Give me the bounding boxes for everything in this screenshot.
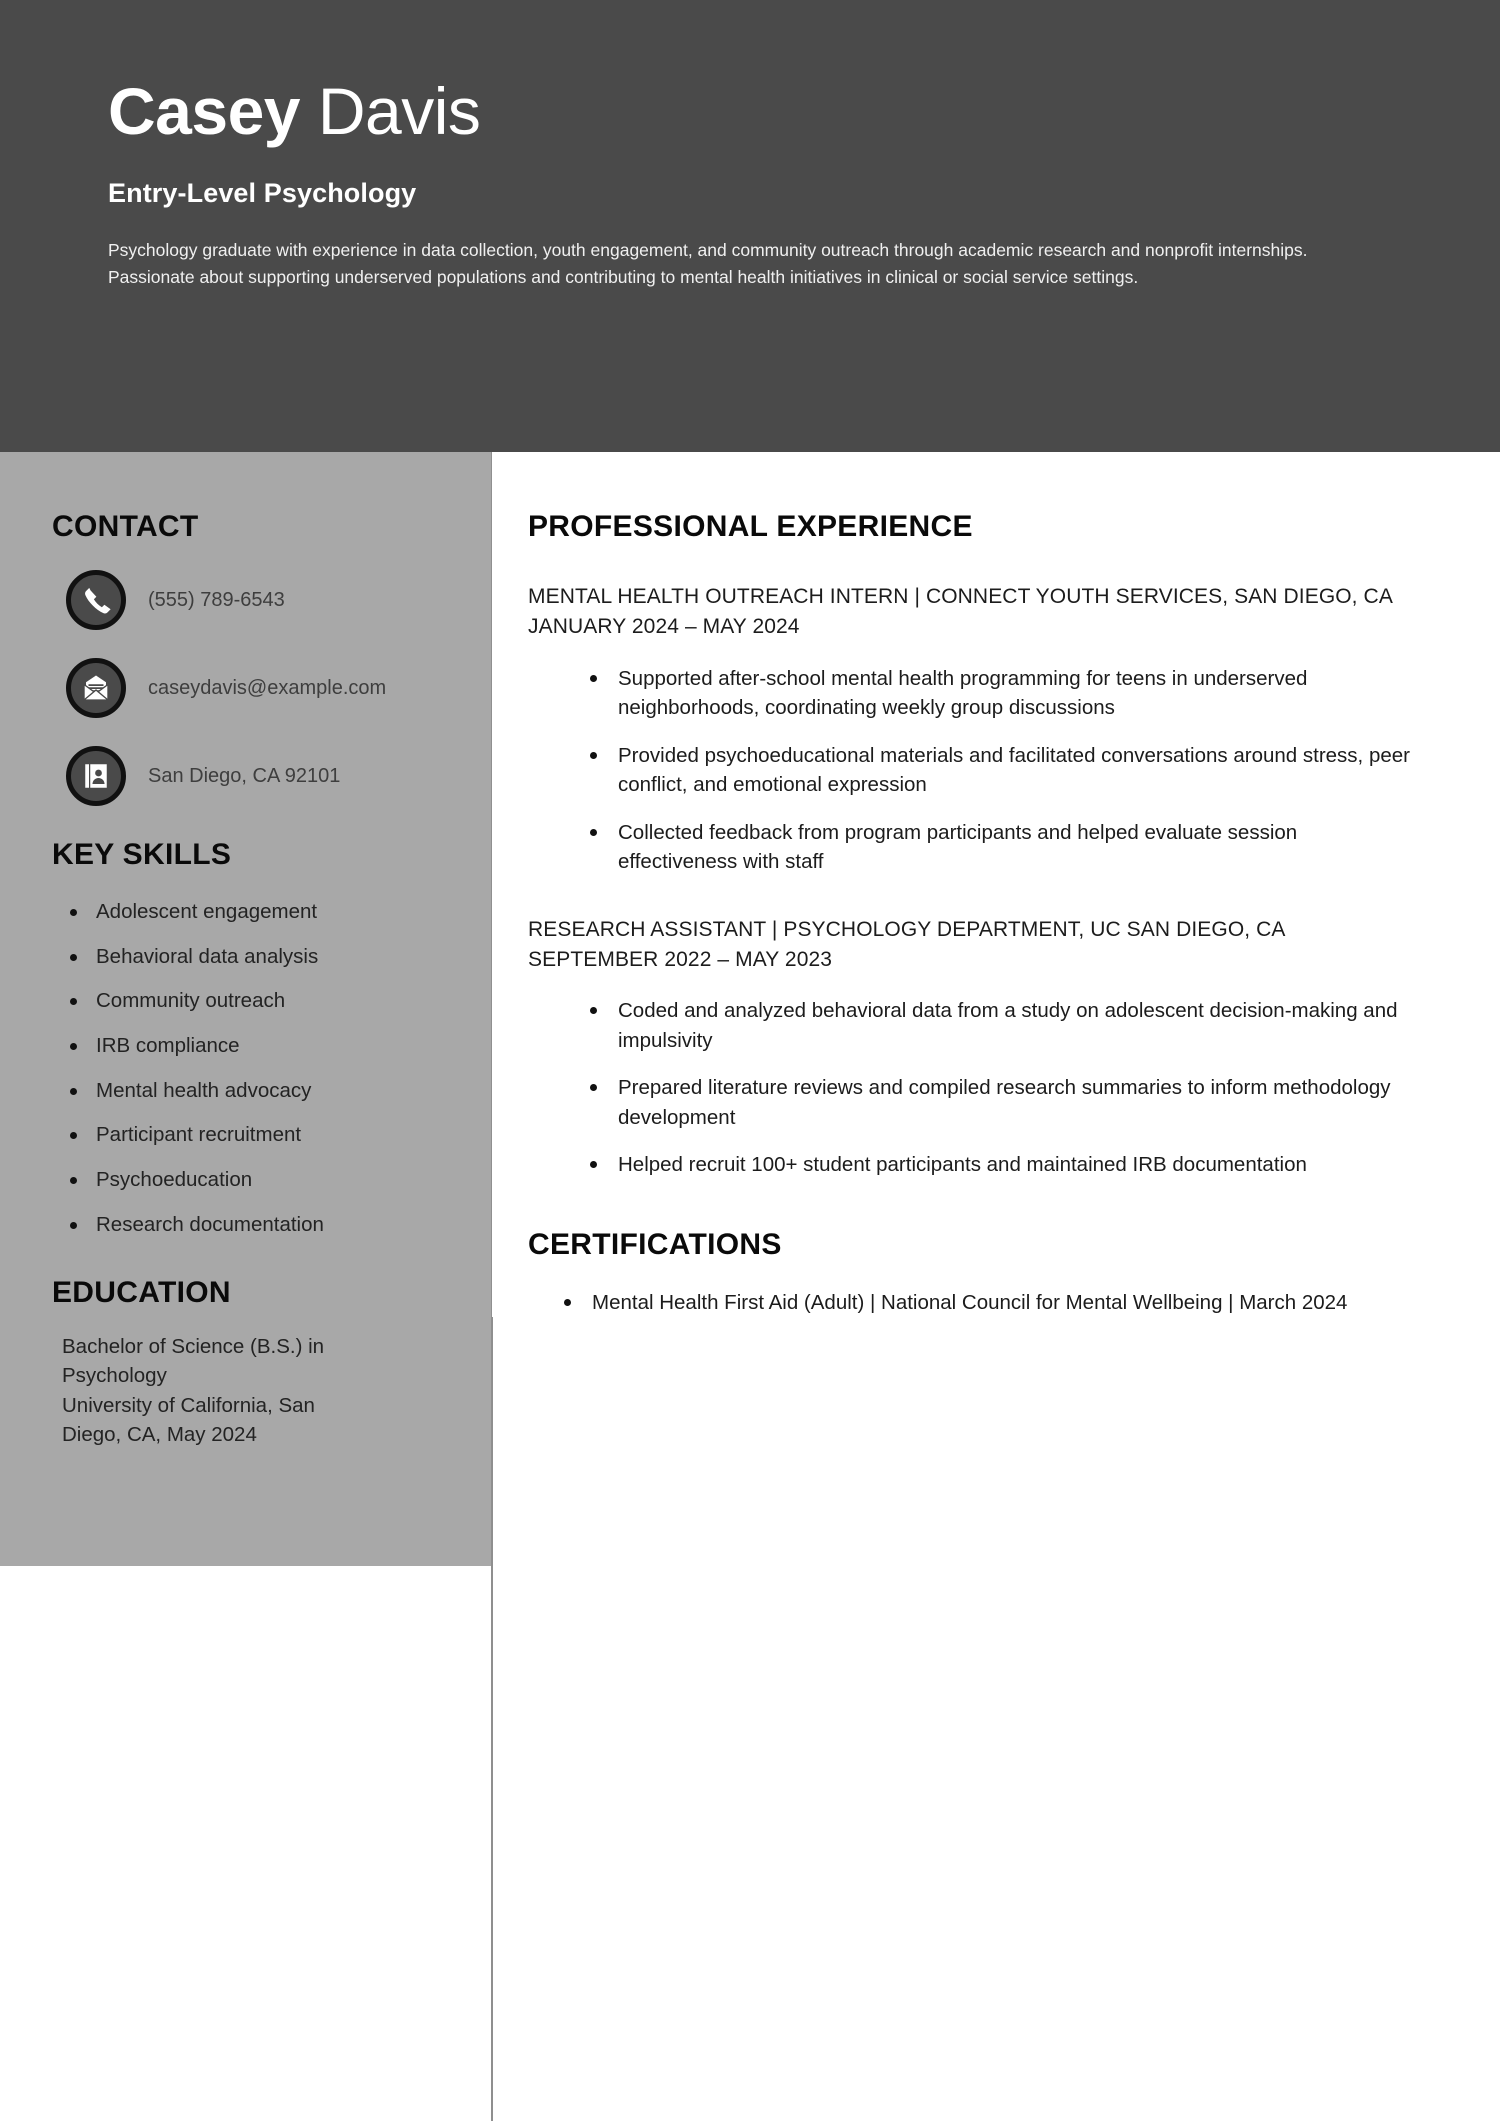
list-item: Participant recruitment (52, 1121, 452, 1149)
experience-dates: JANUARY 2024 – MAY 2024 (528, 614, 800, 638)
list-item: Research documentation (52, 1211, 452, 1239)
contact-row-location[interactable] (52, 746, 452, 806)
list-item: Psychoeducation (52, 1166, 452, 1194)
education-degree: Bachelor of Science (B.S.) in Psychology (62, 1335, 325, 1388)
education-institution: University of California, San Diego, CA, May 2024 (62, 1393, 315, 1446)
experience-title-company: RESEARCH ASSISTANT | PSYCHOLOGY DEPARTMENT, UC SAN DIEGO, CA (528, 917, 1286, 941)
email-icon (66, 658, 126, 718)
list-item: Prepared literature reviews and compiled research summaries to inform methodology development (576, 1073, 1420, 1132)
certifications-list (528, 1288, 1420, 1318)
profile-summary: Psychology graduate with experience in data collection, youth engagement, and community outreach through academic research and nonprofit internships. Passionate about supporting underserved populations and contributing to mental health initiatives in clinical or social service settings. (108, 240, 1308, 287)
experience-heading: PROFESSIONAL EXPERIENCE (528, 510, 973, 543)
education-entry (52, 1332, 352, 1448)
list-item: Supported after-school mental health programming for teens in underserved neighborhoods, coordinating weekly group discussions (576, 664, 1420, 723)
contact-row-email[interactable] (52, 658, 452, 718)
experience-dates: SEPTEMBER 2022 – MAY 2023 (528, 947, 833, 971)
job-title: Entry-Level Psychology (108, 178, 417, 208)
contact-value-location: San Diego, CA 92101 (148, 765, 341, 787)
sidebar (0, 452, 492, 1566)
list-item: IRB compliance (52, 1032, 452, 1060)
list-item: Coded and analyzed behavioral data from a study on adolescent decision-making and impulsivity (576, 996, 1420, 1055)
experience-entry-1 (528, 582, 1420, 877)
experience-entry-2 (528, 915, 1420, 1180)
list-item: Collected feedback from program participants and helped evaluate session effectiveness with staff (576, 818, 1420, 877)
list-item: Community outreach (52, 987, 452, 1015)
list-item: Behavioral data analysis (52, 943, 452, 971)
contact-value-phone: (555) 789-6543 (148, 589, 285, 611)
contact-list (52, 570, 452, 806)
address-book-icon (66, 746, 126, 806)
main-column (492, 452, 1500, 1317)
certifications-heading: CERTIFICATIONS (528, 1227, 782, 1261)
last-name: Davis (300, 74, 481, 148)
experience-bullets (528, 664, 1420, 877)
page-title (108, 74, 1500, 148)
experience-title-company: MENTAL HEALTH OUTREACH INTERN | CONNECT YOUTH SERVICES, SAN DIEGO, CA (528, 585, 1393, 608)
contact-row-phone[interactable] (52, 570, 452, 630)
phone-icon (66, 570, 126, 630)
list-item: Adolescent engagement (52, 898, 452, 926)
contact-value-email: caseydavis@example.com (148, 677, 387, 699)
contact-heading: CONTACT (52, 510, 199, 543)
resume-header (0, 0, 1500, 452)
key-skills-heading: KEY SKILLS (52, 838, 232, 871)
education-heading: EDUCATION (52, 1276, 231, 1310)
experience-bullets (528, 996, 1420, 1180)
first-name: Casey (108, 74, 300, 148)
key-skills-list (52, 898, 452, 1238)
list-item: Helped recruit 100+ student participants and maintained IRB documentation (576, 1150, 1420, 1180)
list-item: Mental health advocacy (52, 1077, 452, 1105)
list-item: Provided psychoeducational materials and facilitated conversations around stress, peer conflict, and emotional expression (576, 741, 1420, 800)
list-item: Mental Health First Aid (Adult) | National Council for Mental Wellbeing | March 2024 (550, 1288, 1420, 1318)
